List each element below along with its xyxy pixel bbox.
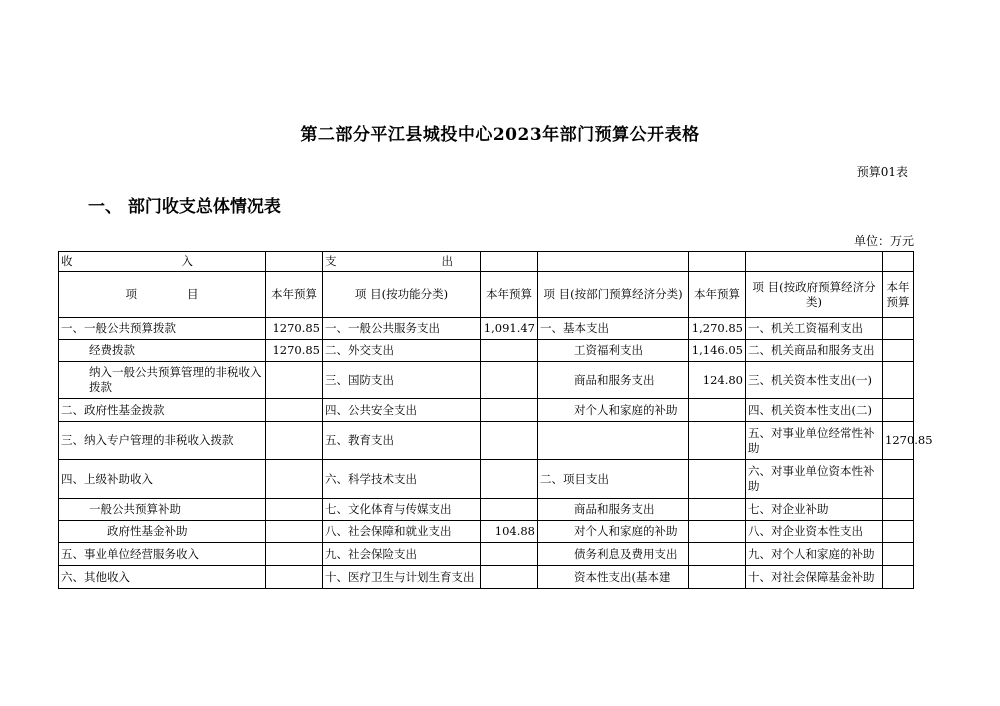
table-row: 五、事业单位经营服务收入 九、社会保险支出 债务利息及费用支出 九、对个人和家庭的补助 [59, 543, 914, 566]
col-func-header: 项 目(按功能分类) [323, 272, 481, 318]
table-row: 三、纳入专户管理的非税收入拨款 五、教育支出 五、对事业单位经常性补助 1270.85 [59, 422, 914, 460]
table-row: 四、上级补助收入 六、科学技术支出 二、项目支出 六、对事业单位资本性补助 [59, 460, 914, 499]
table-row: 六、其他收入 十、医疗卫生与计划生育支出 资本性支出(基本建 十、对社会保障基金补助 [59, 566, 914, 589]
table-row: 一般公共预算补助 七、文化体育与传媒支出 商品和服务支出 七、对企业补助 [59, 499, 914, 521]
col-budget-header: 本年预算 [481, 272, 538, 318]
page-title: 第二部分平江县城投中心2023年部门预算公开表格 [300, 125, 700, 145]
col-budget-header: 本年预算 [689, 272, 746, 318]
col-item-header: 项 目 [59, 272, 266, 318]
table-row: 一、一般公共预算拨款 1270.85 一、一般公共服务支出 1,091.47 一、基本支出 1,270.85 一、机关工资福利支出 [59, 318, 914, 340]
unit-label: 单位：万元 [853, 234, 914, 248]
expense-group-header: 支 出 [323, 252, 481, 272]
header-row-1 [59, 252, 914, 272]
budget-table [58, 251, 933, 589]
header-row-2 [59, 272, 914, 318]
form-number: 预算01表 [856, 165, 908, 179]
income-group-header: 收 入 [59, 252, 266, 272]
table-row: 政府性基金补助 八、社会保障和就业支出 104.88 对个人和家庭的补助 八、对企业资本性支出 [59, 521, 914, 543]
col-budget-header: 本年预算 [266, 272, 323, 318]
col-budget-header: 本年预算 [883, 272, 914, 318]
table-row: 二、政府性基金拨款 四、公共安全支出 对个人和家庭的补助 四、机关资本性支出(二) [59, 399, 914, 422]
col-dept-econ-header: 项 目(按部门预算经济分类) [538, 272, 689, 318]
col-gov-econ-header: 项 目(按政府预算经济分类) [746, 272, 883, 318]
section-title: 一、 部门收支总体情况表 [88, 197, 281, 217]
table-row: 经费拨款 1270.85 二、外交支出 工资福利支出 1,146.05 二、机关商品和服务支出 [59, 340, 914, 362]
table-row: 纳入一般公共预算管理的非税收入拨款 三、国防支出 商品和服务支出 124.80 三、机关资本性支出(一) [59, 362, 914, 399]
